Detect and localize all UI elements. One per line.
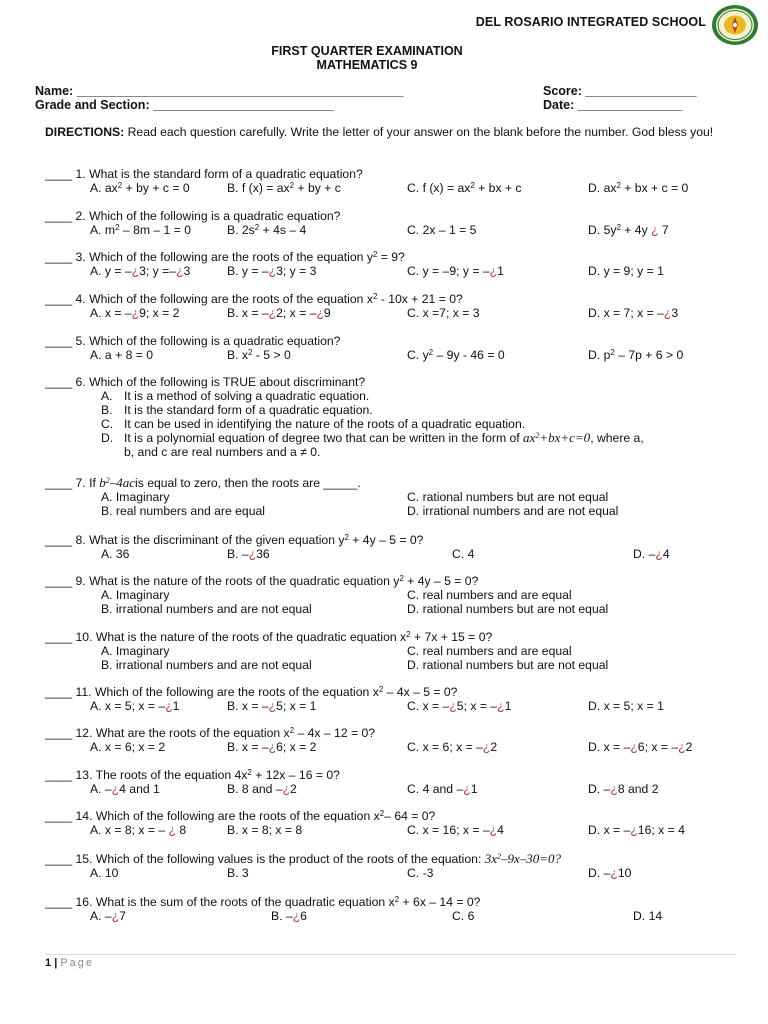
- answer-blank[interactable]: ____: [45, 292, 73, 306]
- question-3: [45, 250, 745, 278]
- answer-blank[interactable]: ____: [45, 476, 73, 490]
- option-letter: C.: [101, 417, 114, 431]
- option-text: It is the standard form of a quadratic equation.: [124, 403, 373, 417]
- question-12: [45, 726, 745, 754]
- option-b: B. $x^2 - 5 > 0$: [227, 348, 291, 362]
- option-d: D. –¿8 and 2: [588, 782, 659, 796]
- option-d: D. –¿4: [633, 547, 670, 561]
- question-stem: 4. Which of the following are the roots of the equation $x^2 - 10x + 21 = 0$?: [75, 292, 463, 306]
- name-label: Name:: [35, 84, 74, 98]
- option-a: A. 36: [101, 547, 130, 561]
- question-stem: 14. Which of the following are the roots of the equation $x^2-$ 64 = 0?: [75, 809, 436, 823]
- option-a: A. $m^2 - 8m - 1 = 0$: [90, 223, 191, 237]
- option-text: It is a polynomial equation of degree two that can be written in the form of: [124, 431, 520, 445]
- option-a: A. Imaginary: [101, 588, 170, 602]
- question-9: [45, 574, 745, 616]
- option-a: A. x = 5; x = –¿1: [90, 699, 180, 713]
- option-d: D. irrational numbers and are not equal: [407, 504, 619, 518]
- option-a: A. x = –¿9; x = 2: [90, 306, 180, 320]
- option-c: C. real numbers and are equal: [407, 588, 572, 602]
- date-row: [543, 98, 682, 112]
- option-a: A. x = 8; x = – ¿ 8: [90, 823, 187, 837]
- option-d: D. x = 7; x = –¿3: [588, 306, 679, 320]
- question-stem: 9. What is the nature of the roots of the quadratic equation $y^2 + 4y - 5 = 0$?: [75, 574, 479, 588]
- option-a: A. a + 8 = 0: [90, 348, 154, 362]
- option-d: D. x = –¿6; x = –¿2: [588, 740, 693, 754]
- option-b: B. x = –¿6; x = 2: [227, 740, 317, 754]
- date-label: Date:: [543, 98, 575, 112]
- option-a: A. –¿4 and 1: [90, 782, 160, 796]
- footer-divider: [45, 954, 735, 955]
- option-d: D. 14: [633, 909, 663, 923]
- option-c: C. 2x – 1 = 5: [407, 223, 477, 237]
- answer-blank[interactable]: ____: [45, 209, 73, 223]
- option-b: B. –¿6: [271, 909, 307, 923]
- answer-blank[interactable]: ____: [45, 250, 73, 264]
- grade-section-label: Grade and Section:: [35, 98, 150, 112]
- option-c: C. y = –9; y = –¿1: [407, 264, 504, 278]
- exam-subject: MATHEMATICS 9: [316, 58, 418, 72]
- option-b: B. x = –¿2; x = –¿9: [227, 306, 331, 320]
- page-footer: [45, 957, 94, 969]
- option-c: C. x = 16; x = –¿4: [407, 823, 504, 837]
- option-b: B. –¿36: [227, 547, 270, 561]
- option-letter: B.: [101, 403, 113, 417]
- question-stem: 10. What is the nature of the roots of the quadratic equation $x^2 + 7x + 15 = 0$?: [75, 630, 493, 644]
- option-c: [45, 417, 745, 431]
- option-a: A. –¿7: [90, 909, 126, 923]
- option-a: [45, 389, 745, 403]
- option-a: A. Imaginary: [101, 644, 170, 658]
- option-a: A. 10: [90, 866, 119, 880]
- option-d: D. x = –¿16; x = 4: [588, 823, 685, 837]
- answer-blank[interactable]: ____: [45, 630, 73, 644]
- option-c: C. $y^2 - 9y - 46 = 0$: [407, 348, 505, 362]
- option-c: C. f $(x) = ax^2$ + bx + c: [407, 181, 522, 195]
- option-b: B. $2s^2 + 4s - 4$: [227, 223, 307, 237]
- question-stem: 8. What is the discriminant of the given equation $y^2 + 4y - 5 = 0$?: [75, 533, 424, 547]
- option-d: D. $ax^2$ + bx + c = 0: [588, 181, 689, 195]
- answer-blank[interactable]: ____: [45, 685, 73, 699]
- option-c: C. x =7; x = 3: [407, 306, 480, 320]
- question-stem: 12. What are the roots of the equation $x^2 - 4x - 12 = 0$?: [75, 726, 376, 740]
- option-letter: D.: [101, 431, 114, 445]
- question-13: [45, 768, 745, 796]
- option-a: A. Imaginary: [101, 490, 170, 504]
- question-stem: 16. What is the sum of the roots of the quadratic equation $x^2 + 6x - 14 = 0$?: [75, 895, 481, 909]
- option-d: [45, 431, 745, 445]
- discriminant-formula: $b^2-4ac$: [99, 475, 136, 490]
- school-name: DEL ROSARIO INTEGRATED SCHOOL: [475, 15, 706, 29]
- question-8: [45, 533, 745, 561]
- question-stem: 15. Which of the following values is the product of the roots of the equation:: [75, 852, 482, 866]
- question-14: [45, 809, 745, 837]
- question-stem: 5. Which of the following is a quadratic equation?: [75, 334, 341, 348]
- option-c: C. x = 6; x = –¿2: [407, 740, 498, 754]
- equation-formula: $3x^2-9x-30=0$?: [484, 851, 562, 866]
- option-a: A. y = –¿3; y =–¿3: [90, 264, 191, 278]
- option-c: C. 4 and –¿1: [407, 782, 478, 796]
- question-10: [45, 630, 745, 672]
- date-blank[interactable]: _______________: [577, 98, 683, 112]
- answer-blank[interactable]: ____: [45, 809, 73, 823]
- option-b: B. irrational numbers and are not equal: [101, 658, 312, 672]
- question-stem: 11. Which of the following are the roots of the equation $x^2 - 4x - 5 = 0$?: [75, 685, 458, 699]
- option-c: C. -3: [407, 866, 434, 880]
- score-label: Score:: [543, 84, 582, 98]
- question-stem: 6. Which of the following is TRUE about discriminant?: [75, 375, 366, 389]
- option-b: B. irrational numbers and are not equal: [101, 602, 312, 616]
- question-stem: 13. The roots of the equation $4x^2 + 12x - 16 = 0$?: [75, 768, 340, 782]
- option-d: D. rational numbers but are not equal: [407, 602, 609, 616]
- option-b: B. real numbers and are equal: [101, 504, 265, 518]
- answer-blank[interactable]: ____: [45, 895, 73, 909]
- option-c: C. 6: [452, 909, 475, 923]
- option-c: C. 4: [452, 547, 475, 561]
- question-stem: 3. Which of the following are the roots of the equation $y^2 = 9$?: [75, 250, 405, 264]
- directions-text: Read each question carefully. Write the letter of your answer on the blank before the number. God bless you!: [127, 125, 714, 139]
- answer-blank[interactable]: ____: [45, 726, 73, 740]
- option-text-tail: , where a,: [590, 431, 644, 445]
- option-c: C. x = –¿5; x = –¿1: [407, 699, 512, 713]
- option-b: B. x = –¿5; x = 1: [227, 699, 317, 713]
- name-blank[interactable]: _______________________________________________: [76, 84, 404, 98]
- page-separator: |: [54, 957, 58, 969]
- score-blank[interactable]: ________________: [585, 84, 697, 98]
- grade-section-blank[interactable]: __________________________: [153, 98, 334, 112]
- question-stem-tail: is equal to zero, then the roots are _____.: [135, 476, 361, 490]
- question-4: [45, 292, 745, 320]
- option-d: D. y = 9; y = 1: [588, 264, 664, 278]
- directions-label: DIRECTIONS:: [45, 125, 125, 139]
- option-a: A. x = 6; x = 2: [90, 740, 166, 754]
- question-stem: 1. What is the standard form of a quadratic equation?: [75, 167, 363, 181]
- option-d: D. –¿10: [588, 866, 632, 880]
- question-2: [45, 209, 745, 237]
- question-5: [45, 334, 745, 362]
- option-b: B. y = –¿3; y = 3: [227, 264, 317, 278]
- question-15: [45, 852, 745, 880]
- answer-blank[interactable]: ____: [45, 533, 73, 547]
- answer-blank[interactable]: ____: [45, 574, 73, 588]
- option-b: B. 3: [227, 866, 249, 880]
- answer-blank[interactable]: ____: [45, 167, 73, 181]
- question-7: [45, 476, 745, 518]
- option-letter: A.: [101, 389, 113, 403]
- option-text: It is a method of solving a quadratic equation.: [124, 389, 370, 403]
- question-6: [45, 375, 745, 459]
- school-seal-logo: [711, 4, 759, 46]
- answer-blank[interactable]: ____: [45, 375, 73, 389]
- option-d: D. x = 5; x = 1: [588, 699, 664, 713]
- question-stem: 7. If: [75, 476, 96, 490]
- option-d: D. $p^2 - 7p + 6 > 0$: [588, 348, 684, 362]
- name-row: [35, 84, 403, 98]
- question-16: [45, 895, 745, 923]
- option-text: It can be used in identifying the nature of the roots of a quadratic equation.: [124, 417, 526, 431]
- question-11: [45, 685, 745, 713]
- answer-blank[interactable]: ____: [45, 334, 73, 348]
- option-a: A. $ax^2$ + by + c = 0: [90, 181, 190, 195]
- page-word: Page: [60, 957, 95, 969]
- grade-section-row: [35, 98, 334, 112]
- question-stem: 2. Which of the following is a quadratic equation?: [75, 209, 341, 223]
- quadratic-formula: $ax^2+bx+c=0$: [523, 430, 591, 445]
- option-d: D. rational numbers but are not equal: [407, 658, 609, 672]
- answer-blank[interactable]: ____: [45, 768, 73, 782]
- option-b: B. f $(x) = ax^2$ + by + c: [227, 181, 341, 195]
- option-c: C. rational numbers but are not equal: [407, 490, 609, 504]
- option-b: B. x = 8; x = 8: [227, 823, 303, 837]
- exam-title: FIRST QUARTER EXAMINATION: [271, 44, 463, 58]
- question-1: [45, 167, 745, 195]
- option-b: B. 8 and –¿2: [227, 782, 297, 796]
- option-d-continued: [45, 445, 745, 459]
- option-c: C. real numbers and are equal: [407, 644, 572, 658]
- option-d: D. $5y^2 + 4y$ ¿ 7: [588, 223, 669, 237]
- directions: [45, 125, 735, 139]
- score-row: [543, 84, 697, 98]
- option-text: b, and c are real numbers and a ≠ 0.: [124, 445, 321, 459]
- answer-blank[interactable]: ____: [45, 852, 73, 866]
- page-number: 1: [45, 957, 52, 969]
- option-b: [45, 403, 745, 417]
